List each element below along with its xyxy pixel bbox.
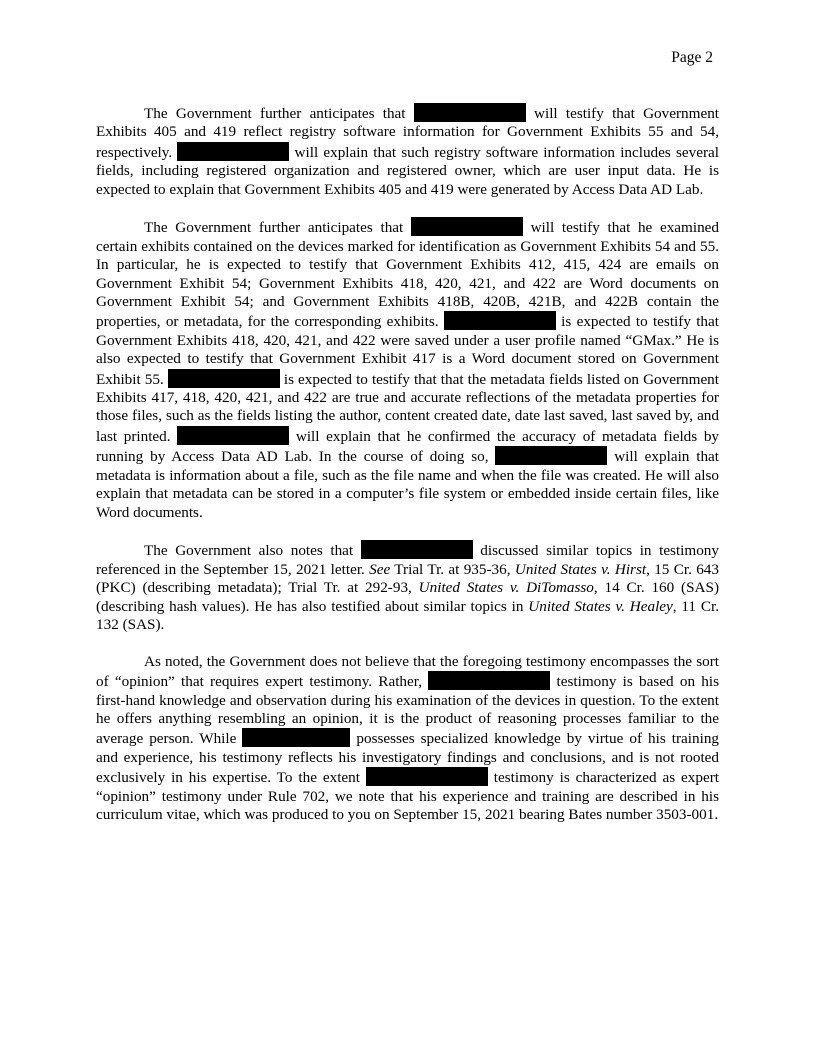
redaction-box bbox=[444, 311, 556, 330]
text-run: The Government further anticipates that bbox=[144, 219, 411, 237]
text-run: will explain that he confirmed the accuracy of metadata fields by running by Access Data AD Lab. In the course of doing so, bbox=[96, 427, 720, 466]
paragraph-registry bbox=[96, 103, 719, 199]
text-run: , 11 Cr. 132 (SAS). bbox=[96, 597, 719, 633]
text-run: testimony is characterized as expert “opinion” testimony under Rule 702, we note that his experience and training are described in his curriculum vitae, which was produced to you on September 15, 2021 bearing Bates number 3503-001. bbox=[96, 769, 719, 823]
text-run: is expected to testify that Government Exhibits 418, 420, 421, and 422 were saved under a user profile named “GMax.” He is also expected to testify that Government Exhibit 417 is a Word document stored on Government Exhibit 55. bbox=[96, 313, 719, 388]
case-name: United States v. DiTomasso bbox=[418, 579, 594, 597]
redaction-box bbox=[168, 369, 280, 388]
text-run: is expected to testify that that the metadata fields listed on Government Exhibits 417, 418, 420, 421, and 422 are true and accurate reflections of the metadata properties for those files, such as the fields listing the author, content created date, date last saved, last saved by, and last printed. bbox=[96, 370, 719, 445]
redaction-box bbox=[411, 217, 523, 236]
text-run: will testify that he examined certain exhibits contained on the devices marked for identification as Government Exhibits 54 and 55. In particular, he is expected to testify that Government Exhibits 412, 415, 424 are emails on Government Exhibit 54; Government Exhibits 418, 420, 421, and 422 are Word documents on Government Exhibit 54; and Government Exhibits 418B, 420B, 421B, and 422B contain the properties, or metadata, for the corresponding exhibits. bbox=[96, 219, 720, 331]
letter-body bbox=[96, 103, 719, 843]
redaction-box bbox=[177, 142, 289, 161]
text-run: will testify that Government Exhibits 405 and 419 reflect registry software information for Government Exhibits 55 and 54, respectively. bbox=[96, 105, 720, 161]
text-run: will explain that metadata is information about a file, such as the file name and when the file was created. He will also explain that metadata can be stored in a computer’s file system or embedded inside certain files, like Word documents. bbox=[96, 448, 720, 521]
case-name: United States v. Healey bbox=[528, 597, 673, 615]
redaction-box bbox=[366, 767, 488, 786]
page-number: Page 2 bbox=[671, 49, 713, 66]
paragraph-opinion bbox=[96, 653, 719, 825]
redaction-box bbox=[361, 540, 473, 559]
citation-signal: See bbox=[369, 560, 391, 578]
redaction-box bbox=[495, 446, 607, 465]
text-run: , 14 Cr. 160 (SAS) (describing hash values). He has also testified about similar topics in bbox=[96, 579, 719, 615]
text-run: Trial Tr. at 935-36, bbox=[390, 560, 515, 578]
text-run: possesses specialized knowledge by virtue of his training and experience, his testimony reflects his investigatory findings and conclusions, and is not rooted exclusively in his expertise. To the extent bbox=[96, 730, 720, 787]
text-run: testimony is based on his first-hand knowledge and observation during his examination of the devices in question. To the extent he offers anything resembling an opinion, it is the product of reasoning processes familiar to the average person. While bbox=[96, 673, 720, 748]
redaction-box bbox=[177, 426, 289, 445]
text-run: The Government also notes that bbox=[144, 542, 361, 560]
case-name: United States v. Hirst bbox=[514, 560, 647, 578]
text-run: will explain that such registry software information includes several fields, including registered organization and registered owner, which are user input data. He is expected to explain that Government Exhibits 405 and 419 were generated by Access Data AD Lab. bbox=[96, 143, 719, 198]
text-run: , 15 Cr. 643 (PKC) (describing metadata); Trial Tr. at 292-93, bbox=[96, 560, 719, 597]
redaction-box bbox=[414, 103, 526, 122]
text-run: As noted, the Government does not believe that the foregoing testimony encompasses the sort of “opinion” that requires expert testimony. Rather, bbox=[96, 652, 719, 691]
text-run: The Government further anticipates that bbox=[144, 105, 414, 122]
paragraph-prior-testimony bbox=[96, 540, 719, 634]
redaction-box bbox=[242, 728, 350, 747]
redaction-box bbox=[428, 671, 550, 690]
text-run: discussed similar topics in testimony referenced in the September 15, 2021 letter. bbox=[96, 542, 719, 578]
paragraph-exhibits bbox=[96, 217, 719, 522]
